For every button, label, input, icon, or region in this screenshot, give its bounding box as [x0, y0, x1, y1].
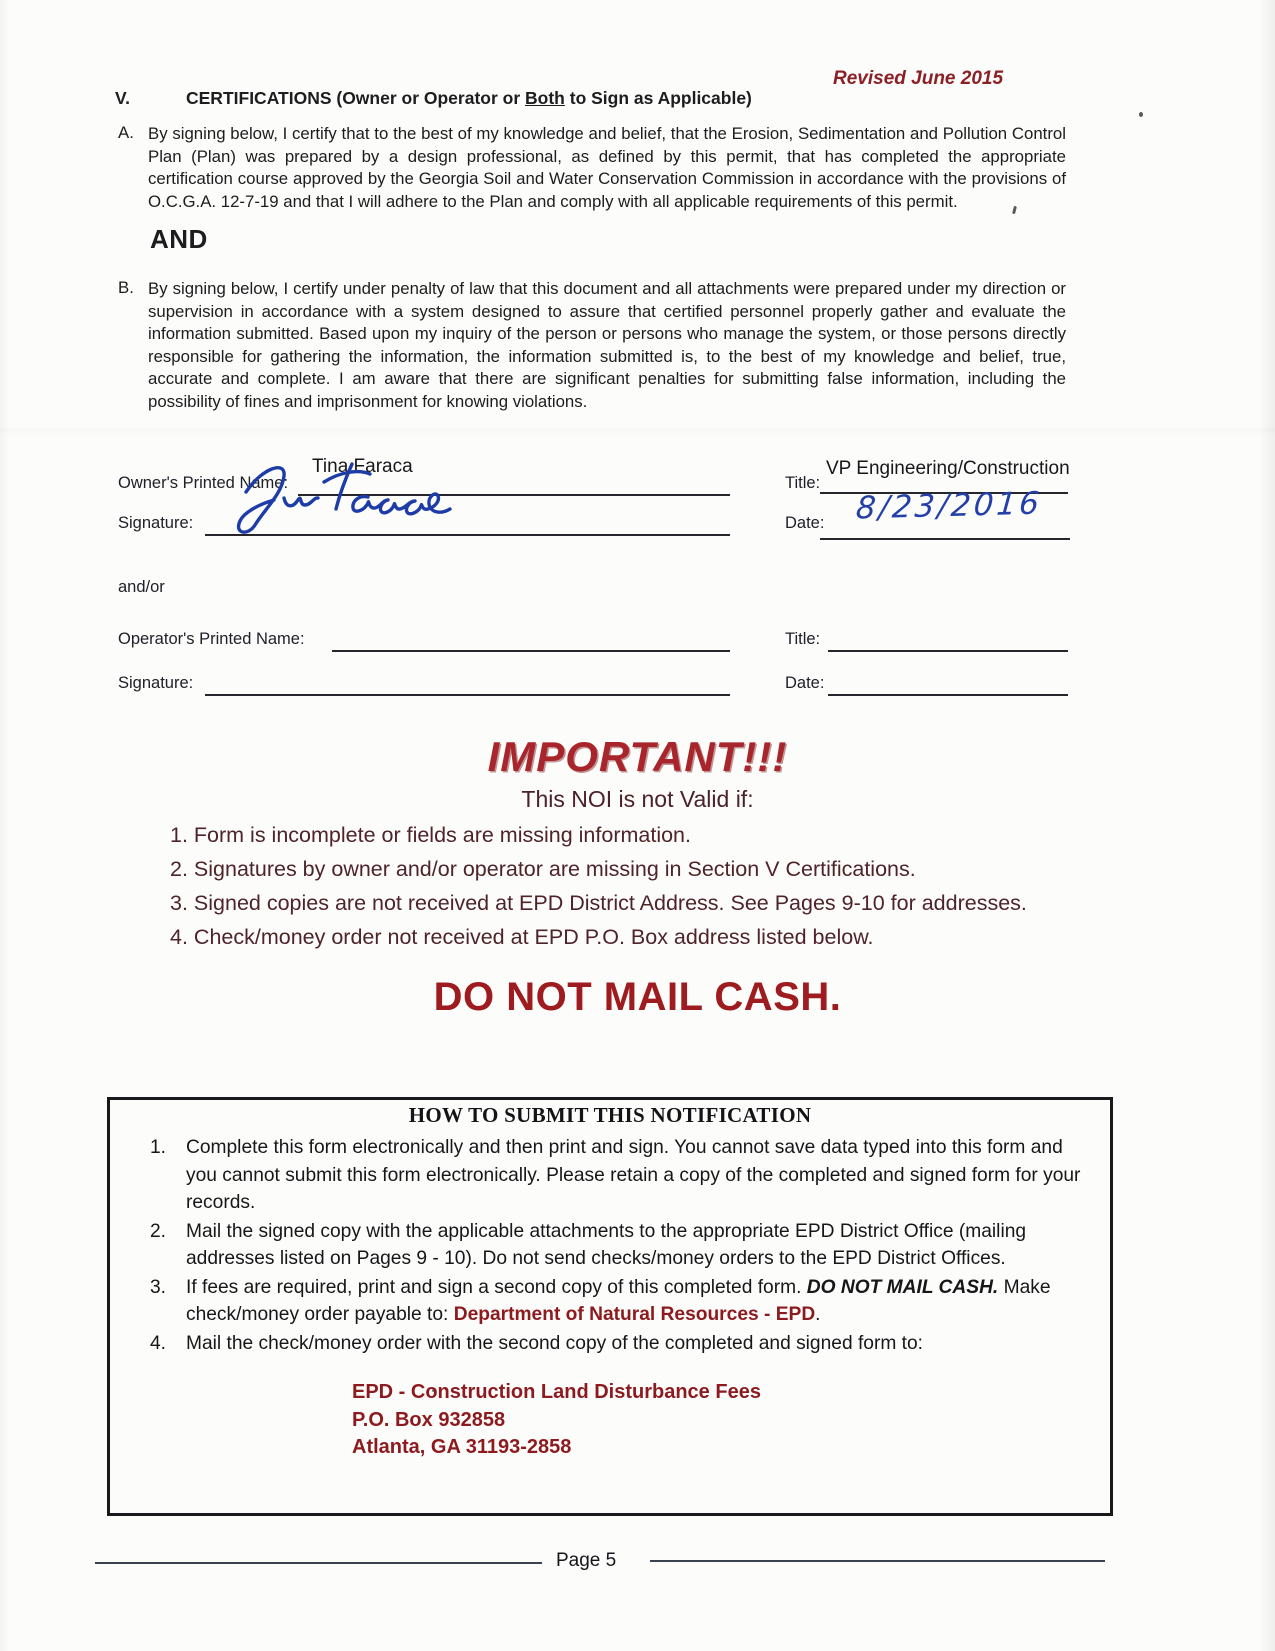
section-number: V. [115, 88, 130, 108]
scan-speck-top-right [1139, 112, 1143, 117]
and-connector: AND [150, 224, 208, 254]
operator-date-label: Date: [785, 674, 825, 692]
owner-date-line [820, 538, 1070, 540]
how-to-item [150, 1134, 1096, 1217]
and-or-label: and/or [118, 578, 165, 596]
item-a-label: A. [118, 123, 134, 142]
scan-crease [0, 428, 1275, 436]
noi-invalid-item [170, 818, 1027, 852]
operator-signature-label: Signature: [118, 674, 194, 692]
how-to-item-number: 3. [150, 1276, 167, 1298]
how-to-item-text [186, 1274, 1096, 1329]
noi-invalid-list [170, 818, 1027, 954]
how-to-item3-payee: Department of Natural Resources - EPD [453, 1304, 816, 1325]
owner-title-value: VP Engineering/Construction [826, 458, 1070, 479]
noi-item-number: 2. [170, 857, 188, 881]
owner-signature-handwriting [228, 452, 488, 544]
noi-invalid-item [170, 920, 1027, 954]
noi-item-number: 1. [170, 823, 188, 847]
how-to-submit-title: HOW TO SUBMIT THIS NOTIFICATION [408, 1103, 812, 1127]
how-to-item-number: 1. [150, 1137, 167, 1158]
how-to-item3-emphasis: DO NOT MAIL CASH. [806, 1276, 999, 1298]
section-title [186, 88, 752, 109]
owner-name-value: Tina Faraca [312, 456, 413, 477]
certification-paragraph-b: By signing below, I certify under penalty of law that this document and all attachments were prepared under my direction or supervision in accordance with a system designed to assure that certified personnel properly gather and evaluate the information submitted. Based upon my inquiry of the person or persons who manage the system, or those persons directly responsible for gathering the information, the information submitted is, to the best of my knowledge and belief, true, accurate and complete. I am aware that there are significant penalties for submitting false information, including the possibility of fines and imprisonment for knowing violations. [148, 279, 1066, 411]
noi-item-text: Form is incomplete or fields are missing information. [193, 823, 691, 847]
how-to-item-text: Mail the check/money order with the second copy of the completed and signed form to: [186, 1332, 923, 1354]
important-heading: IMPORTANT!!! [487, 733, 788, 780]
operator-name-label: Operator's Printed Name: [118, 630, 305, 648]
do-not-mail-cash-warning: DO NOT MAIL CASH. [433, 975, 842, 1019]
mailing-address-line: EPD - Construction Land Disturbance Fees [352, 1381, 761, 1403]
scan-edge-right [1259, 0, 1275, 1651]
noi-item-text: Signatures by owner and/or operator are missing in Section V Certifications. [193, 857, 916, 881]
how-to-submit-box [107, 1097, 1113, 1516]
scan-edge-left [0, 0, 10, 1651]
mailing-address-line: Atlanta, GA 31193-2858 [352, 1436, 572, 1458]
owner-name-label: Owner's Printed Name: [118, 474, 289, 492]
how-to-item3-period: . [815, 1304, 821, 1325]
noi-item-text: Signed copies are not received at EPD District Address. See Pages 9-10 for addresses. [193, 891, 1027, 915]
operator-signature-line [205, 694, 730, 696]
mailing-address-line: P.O. Box 932858 [352, 1408, 506, 1431]
operator-date-line [828, 694, 1068, 696]
noi-item-text: Check/money order not received at EPD P.O. Box address listed below. [193, 925, 874, 949]
section-title-underlined-word: Both [525, 88, 565, 108]
how-to-item3-part1: If fees are required, print and sign a second copy of this completed form. [186, 1276, 807, 1298]
page-number: Page 5 [556, 1550, 617, 1571]
owner-title-label: Title: [785, 474, 821, 492]
noi-item-number: 3. [170, 891, 188, 915]
noi-invalid-item [170, 852, 1027, 886]
item-b-label: B. [118, 278, 134, 297]
mailing-address-block [352, 1379, 1110, 1462]
how-to-item-number: 4. [150, 1332, 167, 1354]
how-to-item3-part2: Make check/money order payable to: [186, 1276, 1051, 1325]
how-to-item [150, 1274, 1096, 1329]
important-subheading: This NOI is not Valid if: [521, 786, 754, 812]
how-to-item [150, 1330, 1096, 1358]
revised-note: Revised June 2015 [833, 68, 1004, 89]
footer-rule-left [95, 1562, 542, 1564]
section-title-suffix: to Sign as Applicable) [564, 88, 752, 108]
how-to-submit-list [110, 1128, 1110, 1357]
operator-title-line [828, 650, 1068, 652]
how-to-item [150, 1218, 1096, 1273]
noi-item-number: 4. [170, 925, 188, 949]
how-to-item-number: 2. [150, 1220, 167, 1242]
how-to-item-text: Complete this form electronically and then print and sign. You cannot save data typed into this form and you cannot submit this form electronically. Please retain a copy of the completed and signed form for your records. [186, 1137, 1081, 1213]
operator-title-label: Title: [785, 630, 821, 648]
footer-rule-right [650, 1560, 1105, 1562]
owner-date-label: Date: [785, 514, 825, 532]
owner-date-value: 8/23/2016 [854, 485, 1044, 527]
owner-signature-label: Signature: [118, 514, 194, 532]
certification-paragraph-a: By signing below, I certify that to the best of my knowledge and belief, that the Erosion, Sedimentation and Pollution Control Plan (Plan) was prepared by a design professional, as defined by this permit, that has completed the appropriate certification course approved by the Georgia Soil and Water Conservation Commission in accordance with the provisions of O.C.G.A. 12-7-19 and that I will adhere to the Plan and comply with all applicable requirements of this permit. [148, 124, 1066, 211]
operator-name-line [332, 650, 730, 652]
how-to-item-text: Mail the signed copy with the applicable attachments to the appropriate EPD District Office (mailing addresses listed on Pages 9 - 10). Do not send checks/money orders to the EPD District Offices. [186, 1220, 1027, 1269]
section-title-prefix: CERTIFICATIONS (Owner or Operator or [186, 88, 526, 108]
noi-invalid-item [170, 886, 1027, 920]
